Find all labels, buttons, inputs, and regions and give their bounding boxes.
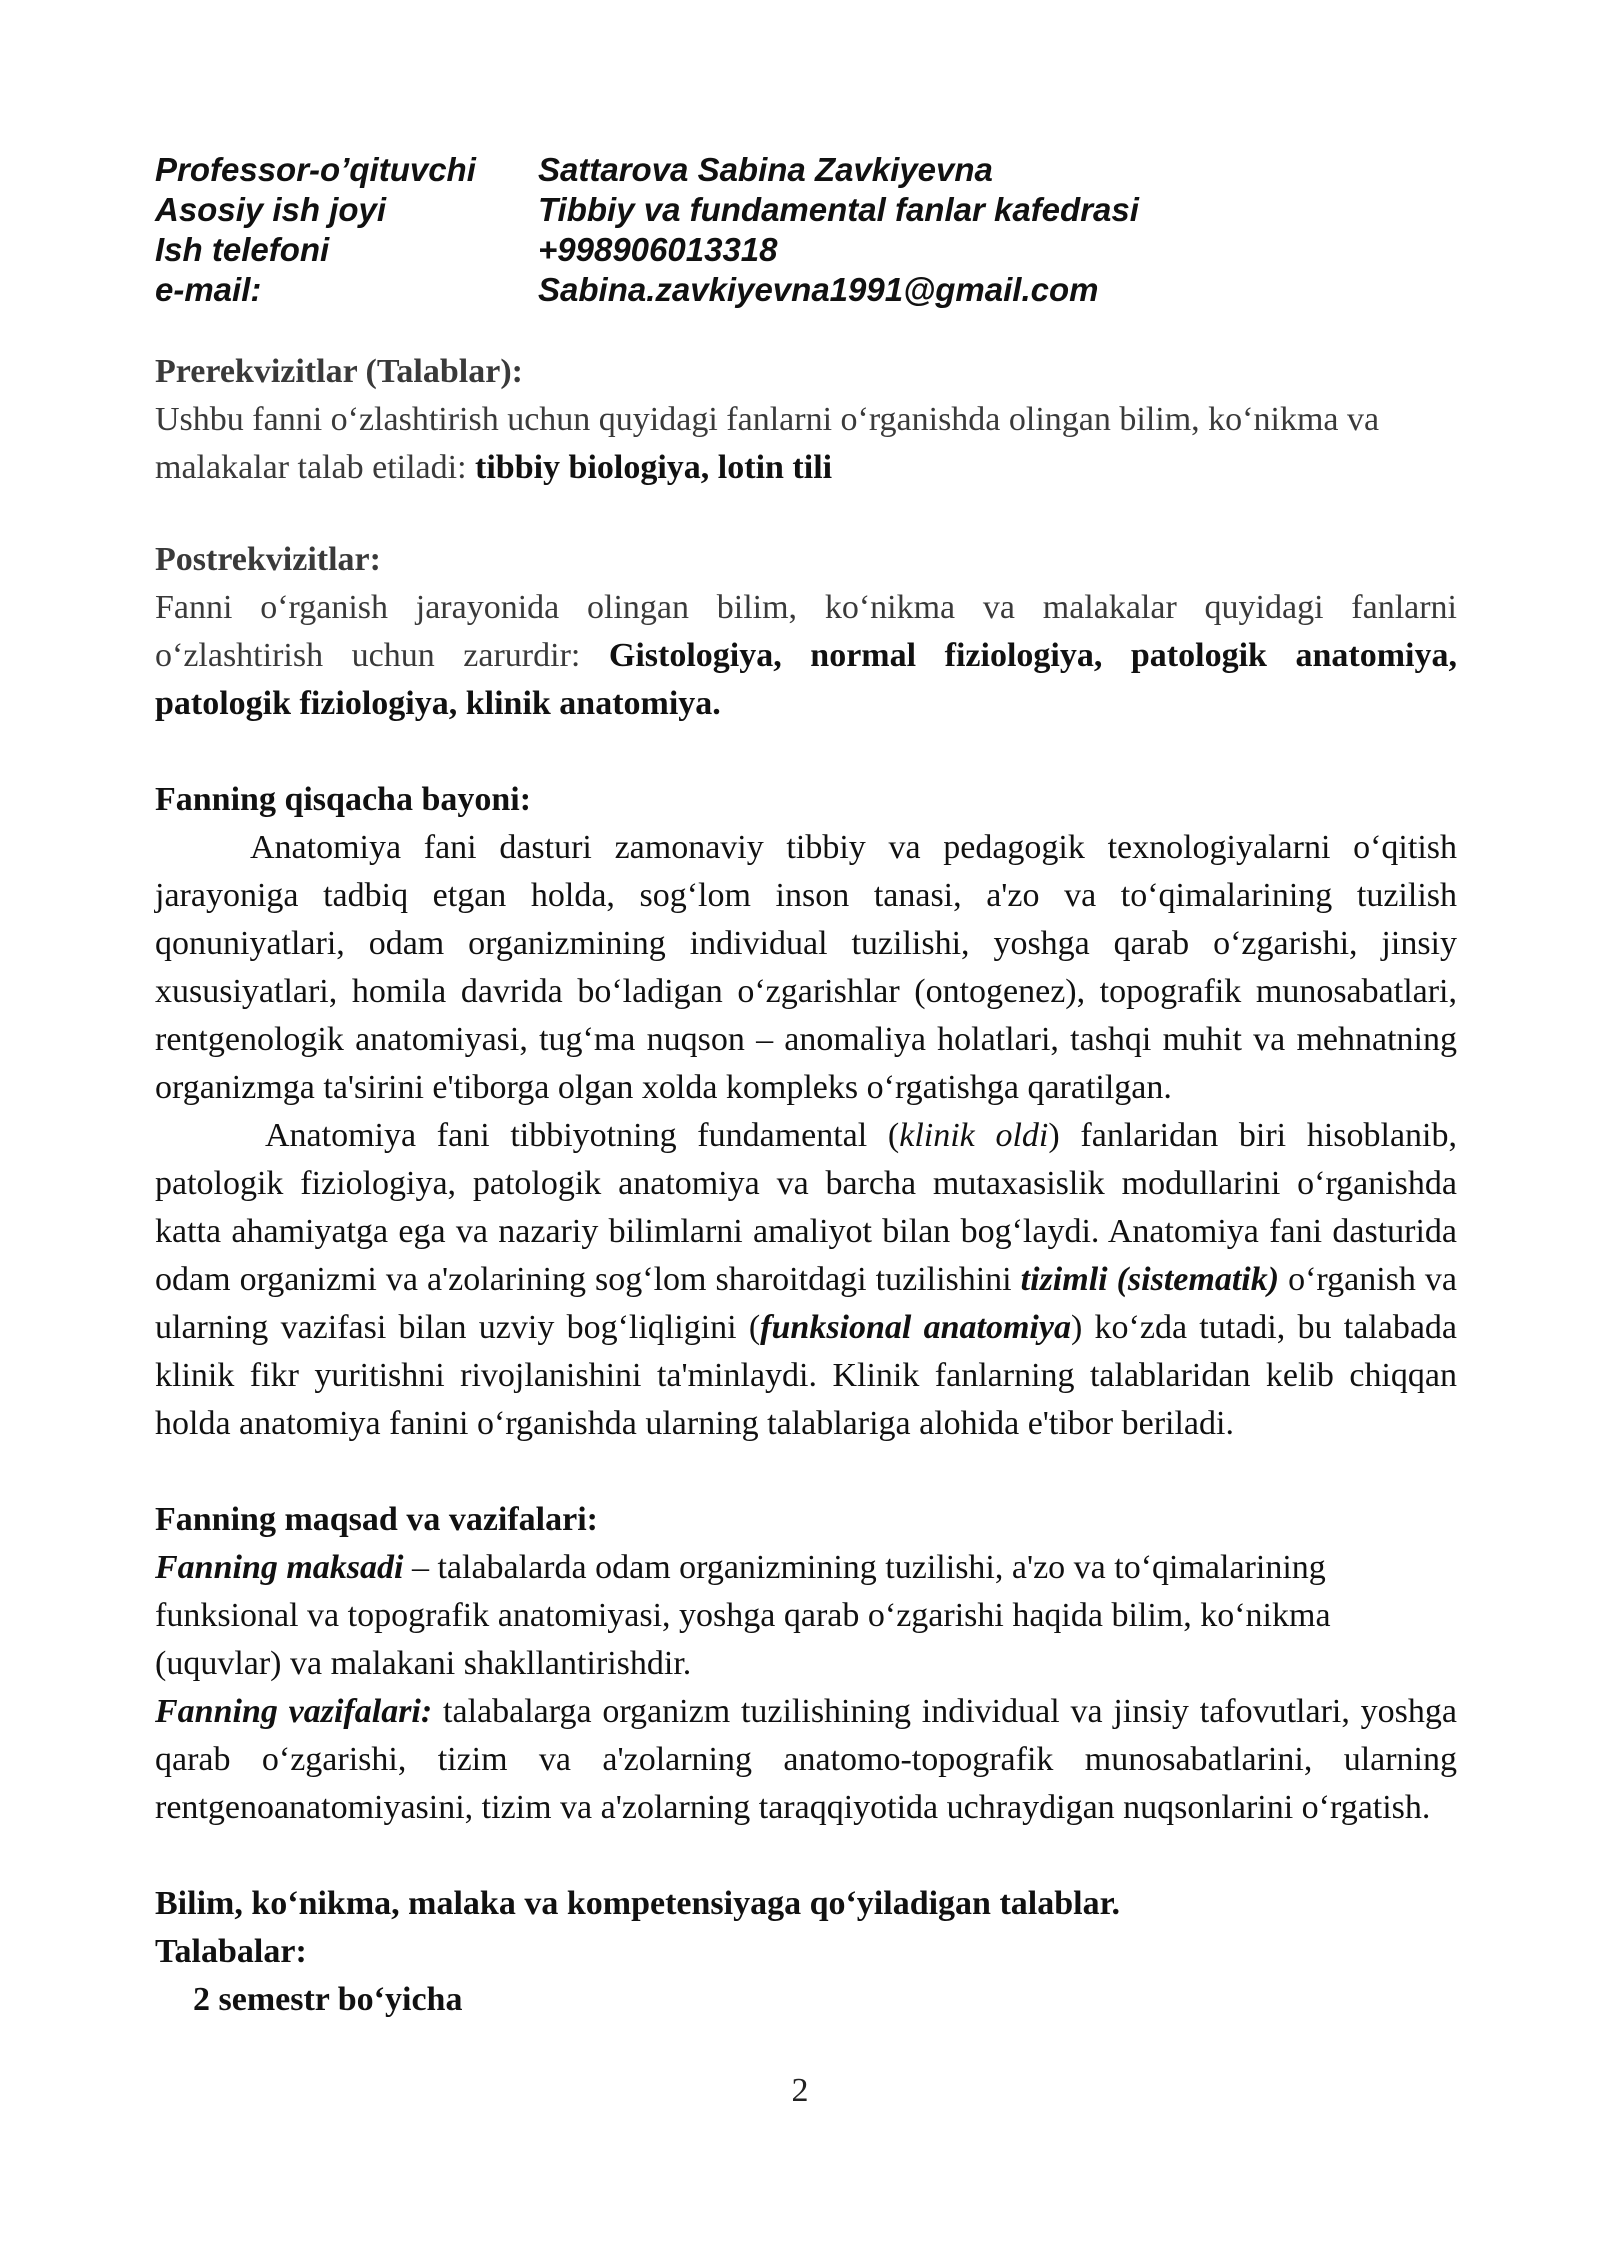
info-label: Ish telefoni — [155, 231, 330, 268]
info-label: e-mail: — [155, 271, 262, 308]
text-span: ) fanlaridan biri hisoblanib, patologik fiziologiya, patologik anatomiya va barcha mutaxasislik modullarini o‘rganishda katta ahamiyatga ega va nazariy bilimlarni amaliyot bilan bog‘laydi. Anatomiya fani dasturida odam organizmi va a'zolarining sog‘lom sharoitdagi tuzilishini — [155, 1117, 1457, 1298]
goals-tasks — [155, 1688, 1457, 1832]
postrequisites-heading: Postrekvizitlar: — [155, 541, 381, 578]
goals-aim — [155, 1544, 1457, 1688]
prerequisites-text — [155, 396, 1457, 492]
summary-heading: Fanning qisqacha bayoni: — [155, 781, 532, 818]
postrequisites-subjects: Gistologiya, normal fiziologiya, patologik anatomiya, patologik fiziologiya, klinik anatomiya. — [155, 637, 1457, 722]
tasks-text: talabalarga organizm tuzilishining individual va jinsiy tafovutlari, yoshga qarab o‘zgarishi, tizim va a'zolarning anatomo-topografik munosabatlarini, ularning rentgenoanatomiyasini, tizim va a'zolarning taraqqiyotida uchraydigan nuqsonlarini o‘rgatish. — [155, 1693, 1458, 1826]
text-span: o‘rganish va ularning vazifasi bilan uzviy bog‘liqligini ( — [155, 1261, 1458, 1346]
summary-paragraph-2 — [155, 1112, 1457, 1448]
text-span-bold-italic: funksional anatomiya — [760, 1309, 1071, 1346]
requirements-heading: Bilim, ko‘nikma, malaka va kompetensiyaga qo‘yiladigan talablar. — [155, 1885, 1121, 1922]
prerequisites-body: Ushbu fanni o‘zlashtirish uchun quyidagi fanlarni o‘rganishda olingan bilim, ko‘nikma va malakalar talab etiladi: — [155, 401, 1380, 486]
info-label: Professor-o’qituvchi — [155, 151, 476, 188]
tasks-label: Fanning vazifalari: — [155, 1693, 433, 1730]
document-page — [155, 150, 1457, 2024]
info-value: Sattarova Sabina Zavkiyevna — [538, 151, 993, 188]
aim-text: – talabalarda odam organizmining tuzilishi, a'zo va to‘qimalarining funksional va topografik anatomiyasi, yoshga qarab o‘zgarishi haqida bilim, ko‘nikma (uquvlar) va malakani shakllantirishdir. — [155, 1549, 1331, 1682]
page-number: 2 — [791, 2072, 809, 2109]
postrequisites-section — [155, 536, 1457, 728]
info-value: Tibbiy va fundamental fanlar kafedrasi — [538, 191, 1139, 228]
summary-paragraph-1: Anatomiya fani dasturi zamonaviy tibbiy va pedagogik texnologiyalarni o‘qitish jarayoniga tadbiq etgan holda, sog‘lom inson tanasi, a'zo va to‘qimalarining tuzilish qonuniyatlari, odam organizmining individual tuzilishi, yoshga qarab o‘zgarishi, jinsiy xususiyatlari, homila davrida bo‘ladigan o‘zgarishlar (ontogenez), topografik munosabatlari, rentgenologik anatomiyasi, tug‘ma nuqson – anomaliya holatlari, tashqi muhit va mehnatning organizmga ta'sirini e'tiborga olgan xolda kompleks o‘rgatishga qaratilgan. — [155, 829, 1457, 1106]
summary-section — [155, 776, 1457, 1448]
info-value: +998906013318 — [538, 231, 778, 268]
info-value: Sabina.zavkiyevna1991@gmail.com — [538, 271, 1099, 308]
prerequisites-heading: Prerekvizitlar (Talablar): — [155, 353, 523, 390]
requirements-section — [155, 1880, 1457, 2024]
text-span-bold-italic: tizimli (sistematik) — [1020, 1261, 1280, 1298]
info-label: Asosiy ish joyi — [155, 191, 387, 228]
goals-section — [155, 1496, 1457, 1832]
info-row-email — [155, 270, 1457, 310]
teacher-info — [155, 150, 1457, 310]
postrequisites-text — [155, 584, 1457, 728]
info-row-teacher — [155, 150, 1457, 190]
text-span-italic: klinik oldi — [899, 1117, 1049, 1154]
postrequisites-body: Fanni o‘rganish jarayonida olingan bilim, ko‘nikma va malakalar quyidagi fanlarni o‘zlashtirish uchun zarurdir: — [155, 589, 1457, 674]
goals-heading: Fanning maqsad va vazifalari: — [155, 1501, 598, 1538]
text-span: Anatomiya fani tibbiyotning fundamental ( — [265, 1117, 900, 1154]
semester-label: 2 semestr bo‘yicha — [193, 1981, 463, 2018]
info-row-workplace — [155, 190, 1457, 230]
aim-label: Fanning maksadi — [155, 1549, 404, 1586]
prerequisites-section — [155, 348, 1457, 492]
students-label: Talabalar: — [155, 1933, 307, 1970]
prerequisites-subjects: tibbiy biologiya, lotin tili — [475, 449, 833, 486]
info-row-phone — [155, 230, 1457, 270]
text-span: ) ko‘zda tutadi, bu talabada klinik fikr yuritishni rivojlanishini ta'minlaydi. Klinik fanlarning talablaridan kelib chiqqan holda anatomiya fanini o‘rganishda ularning talablariga alohida e'tibor beriladi. — [155, 1309, 1458, 1442]
